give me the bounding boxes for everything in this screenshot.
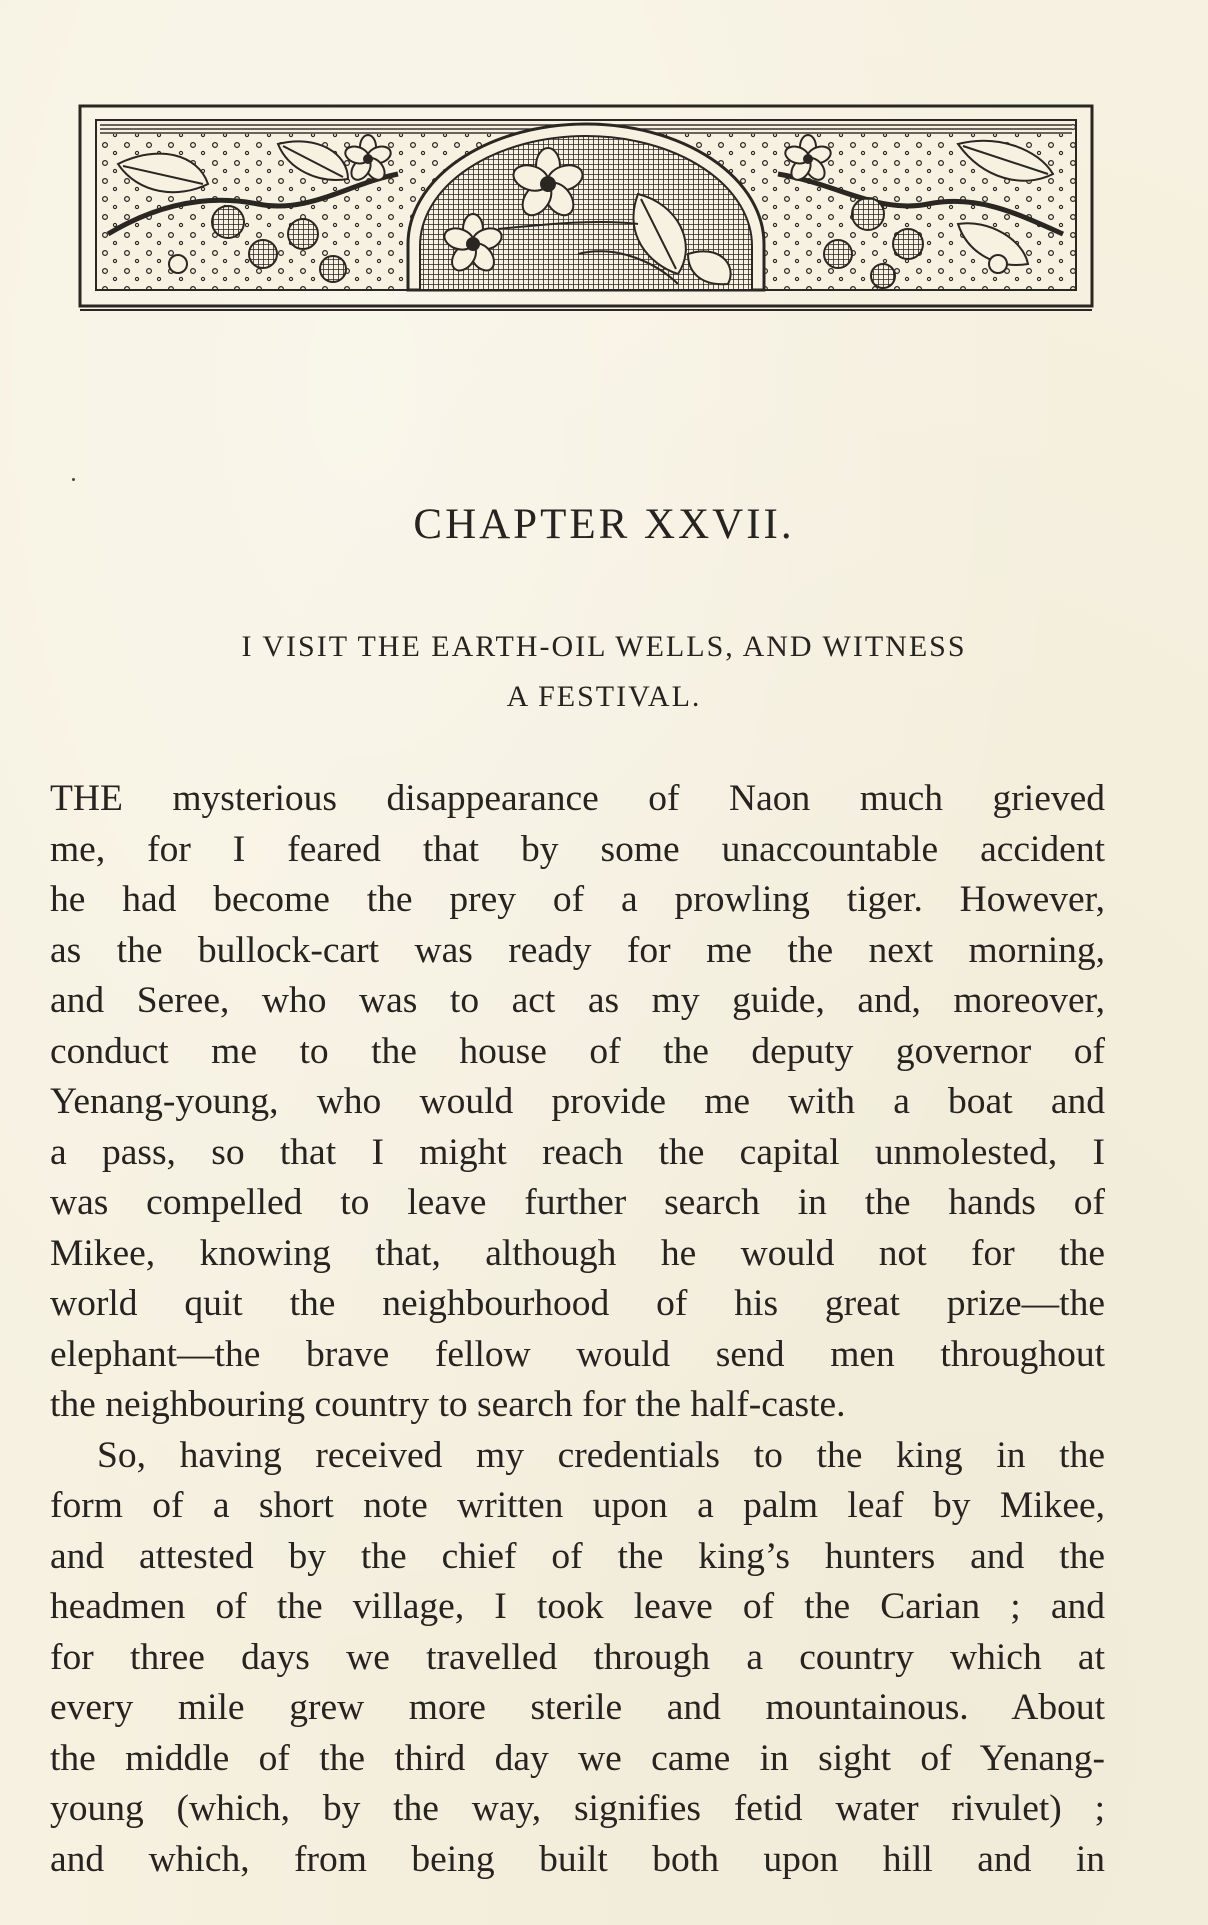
chapter-body-text	[50, 774, 1105, 1885]
text-line: THE mysterious disappearance of Naon much grieved	[50, 778, 1105, 819]
text-line: world quit the neighbourhood of his great prize—the	[50, 1283, 1105, 1324]
stray-ink-dot	[72, 478, 75, 481]
text-line: Mikee, knowing that, although he would not for the	[50, 1232, 1105, 1274]
text-line: and attested by the chief of the king’s hunters and the	[50, 1535, 1105, 1577]
text-line: young (which, by the way, signifies fetid water rivulet) ;	[50, 1788, 1105, 1829]
text-line: form of a short note written upon a palm leaf by Mikee,	[50, 1485, 1105, 1526]
text-line: elephant—the brave fellow would send men throughout	[50, 1333, 1105, 1375]
text-line: and Seree, who was to act as my guide, and, moreover,	[50, 980, 1105, 1021]
text-line: the middle of the third day we came in sight of Yenang-	[50, 1737, 1105, 1779]
text-line: was compelled to leave further search in the hands of	[50, 1182, 1105, 1223]
text-line: and which, from being built both upon hill and in	[50, 1838, 1105, 1880]
text-line: me, for I feared that by some unaccountable accident	[50, 828, 1105, 870]
text-line: he had become the prey of a prowling tiger. However,	[50, 879, 1105, 920]
text-line: headmen of the village, I took leave of the Carian ; and	[50, 1586, 1105, 1627]
text-line: So, having received my credentials to the king in the	[97, 1434, 1105, 1476]
text-line: the neighbouring country to search for the half-caste.	[50, 1384, 846, 1425]
chapter-subtitle	[120, 622, 1088, 722]
text-line: every mile grew more sterile and mountainous. About	[50, 1687, 1105, 1728]
headpiece-svg	[78, 104, 1094, 312]
text-line: a pass, so that I might reach the capital unmolested, I	[50, 1131, 1105, 1173]
chapter-subtitle-line: I VISIT THE EARTH-OIL WELLS, AND WITNESS	[241, 630, 967, 663]
text-line: as the bullock-cart was ready for me the next morning,	[50, 929, 1105, 971]
chapter-subtitle-line: A FESTIVAL.	[506, 680, 702, 713]
text-line: conduct me to the house of the deputy governor of	[50, 1030, 1105, 1072]
text-line: Yenang-young, who would provide me with a boat and	[50, 1081, 1105, 1122]
chapter-title: CHAPTER XXVII.	[413, 501, 795, 548]
text-line: for three days we travelled through a country which at	[50, 1636, 1105, 1678]
floral-headpiece-ornament	[78, 104, 1094, 312]
